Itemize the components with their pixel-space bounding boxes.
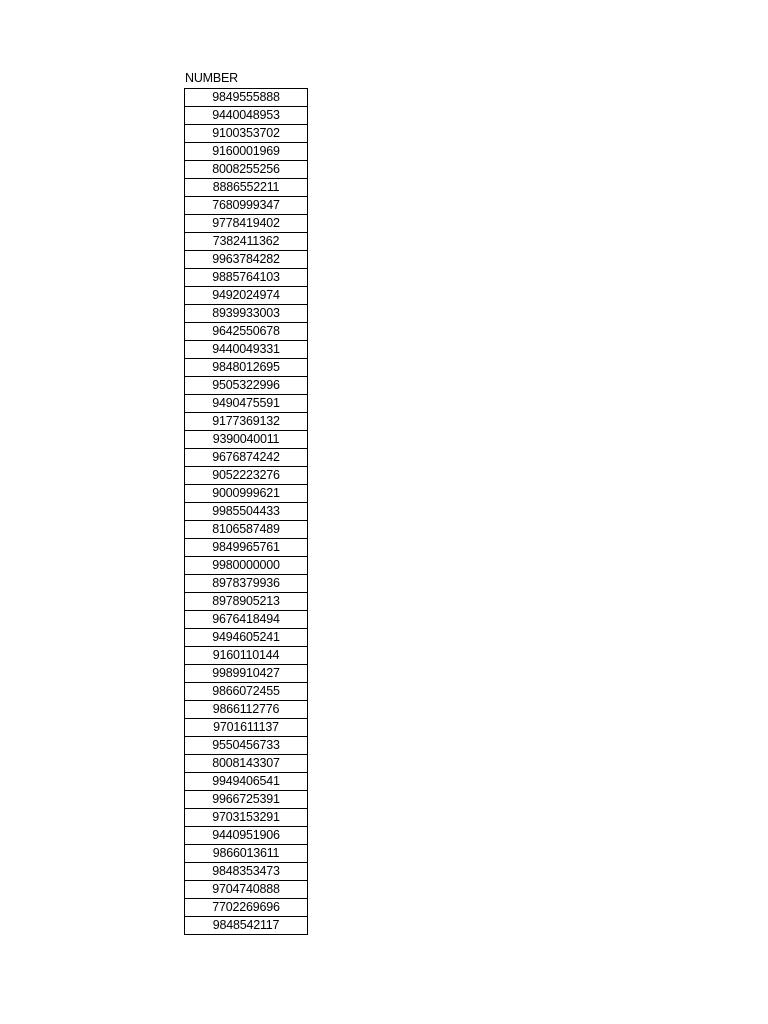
number-cell[interactable]: 9980000000 <box>185 557 308 575</box>
number-cell[interactable]: 9966725391 <box>185 791 308 809</box>
number-cell[interactable]: 9642550678 <box>185 323 308 341</box>
table-row <box>185 683 308 701</box>
number-cell[interactable]: 7702269696 <box>185 899 308 917</box>
table-row <box>185 899 308 917</box>
table-row <box>185 881 308 899</box>
number-cell[interactable]: 9849965761 <box>185 539 308 557</box>
table-row <box>185 89 308 107</box>
table-row <box>185 215 308 233</box>
number-cell[interactable]: 9848012695 <box>185 359 308 377</box>
table-row <box>185 287 308 305</box>
table-row <box>185 467 308 485</box>
table-row <box>185 125 308 143</box>
number-cell[interactable]: 9885764103 <box>185 269 308 287</box>
number-cell[interactable]: 9505322996 <box>185 377 308 395</box>
number-cell[interactable]: 9866072455 <box>185 683 308 701</box>
table-row <box>185 773 308 791</box>
table-row <box>185 827 308 845</box>
number-rows <box>185 89 308 935</box>
table-row <box>185 503 308 521</box>
table-row <box>185 431 308 449</box>
number-cell[interactable]: 9390040011 <box>185 431 308 449</box>
table-row <box>185 521 308 539</box>
number-cell[interactable]: 8978379936 <box>185 575 308 593</box>
table-row <box>185 197 308 215</box>
table-row <box>185 575 308 593</box>
table-row <box>185 557 308 575</box>
column-header: NUMBER <box>185 71 238 85</box>
number-cell[interactable]: 9160001969 <box>185 143 308 161</box>
number-cell[interactable]: 8886552211 <box>185 179 308 197</box>
table-row <box>185 143 308 161</box>
number-cell[interactable]: 9440048953 <box>185 107 308 125</box>
number-cell[interactable]: 9160110144 <box>185 647 308 665</box>
number-cell[interactable]: 7680999347 <box>185 197 308 215</box>
number-cell[interactable]: 9848353473 <box>185 863 308 881</box>
number-cell[interactable]: 9494605241 <box>185 629 308 647</box>
number-cell[interactable]: 9704740888 <box>185 881 308 899</box>
table-row <box>185 809 308 827</box>
table-row <box>185 791 308 809</box>
number-cell[interactable]: 9703153291 <box>185 809 308 827</box>
number-cell[interactable]: 9490475591 <box>185 395 308 413</box>
table-row <box>185 665 308 683</box>
table-row <box>185 629 308 647</box>
number-cell[interactable]: 9000999621 <box>185 485 308 503</box>
table-row <box>185 341 308 359</box>
table-row <box>185 395 308 413</box>
number-cell[interactable]: 9963784282 <box>185 251 308 269</box>
table-row <box>185 485 308 503</box>
table-row <box>185 269 308 287</box>
number-cell[interactable]: 9100353702 <box>185 125 308 143</box>
number-cell[interactable]: 8939933003 <box>185 305 308 323</box>
table-row <box>185 251 308 269</box>
table-row <box>185 107 308 125</box>
number-cell[interactable]: 9550456733 <box>185 737 308 755</box>
table-row <box>185 701 308 719</box>
number-cell[interactable]: 9492024974 <box>185 287 308 305</box>
table-row <box>185 161 308 179</box>
spreadsheet-column <box>184 69 308 935</box>
number-cell[interactable]: 9778419402 <box>185 215 308 233</box>
table-row <box>185 359 308 377</box>
table-row <box>185 737 308 755</box>
table-row <box>185 917 308 935</box>
number-cell[interactable]: 8106587489 <box>185 521 308 539</box>
table-row <box>185 305 308 323</box>
number-cell[interactable]: 9701611137 <box>185 719 308 737</box>
number-table <box>184 88 308 935</box>
number-cell[interactable]: 9989910427 <box>185 665 308 683</box>
number-cell[interactable]: 9985504433 <box>185 503 308 521</box>
table-row <box>185 449 308 467</box>
number-cell[interactable]: 9440951906 <box>185 827 308 845</box>
table-row <box>185 323 308 341</box>
number-cell[interactable]: 9177369132 <box>185 413 308 431</box>
number-cell[interactable]: 9848542117 <box>185 917 308 935</box>
number-cell[interactable]: 9052223276 <box>185 467 308 485</box>
number-cell[interactable]: 9949406541 <box>185 773 308 791</box>
table-row <box>185 233 308 251</box>
number-cell[interactable]: 9866112776 <box>185 701 308 719</box>
table-row <box>185 647 308 665</box>
table-row <box>185 863 308 881</box>
number-cell[interactable]: 9440049331 <box>185 341 308 359</box>
table-row <box>185 413 308 431</box>
number-cell[interactable]: 8008255256 <box>185 161 308 179</box>
table-row <box>185 719 308 737</box>
table-row <box>185 611 308 629</box>
table-row <box>185 539 308 557</box>
table-row <box>185 179 308 197</box>
table-row <box>185 845 308 863</box>
table-row <box>185 593 308 611</box>
number-cell[interactable]: 9866013611 <box>185 845 308 863</box>
number-cell[interactable]: 8978905213 <box>185 593 308 611</box>
number-cell[interactable]: 8008143307 <box>185 755 308 773</box>
number-cell[interactable]: 9676874242 <box>185 449 308 467</box>
number-cell[interactable]: 7382411362 <box>185 233 308 251</box>
table-row <box>185 755 308 773</box>
table-row <box>185 377 308 395</box>
number-cell[interactable]: 9676418494 <box>185 611 308 629</box>
number-cell[interactable]: 9849555888 <box>185 89 308 107</box>
